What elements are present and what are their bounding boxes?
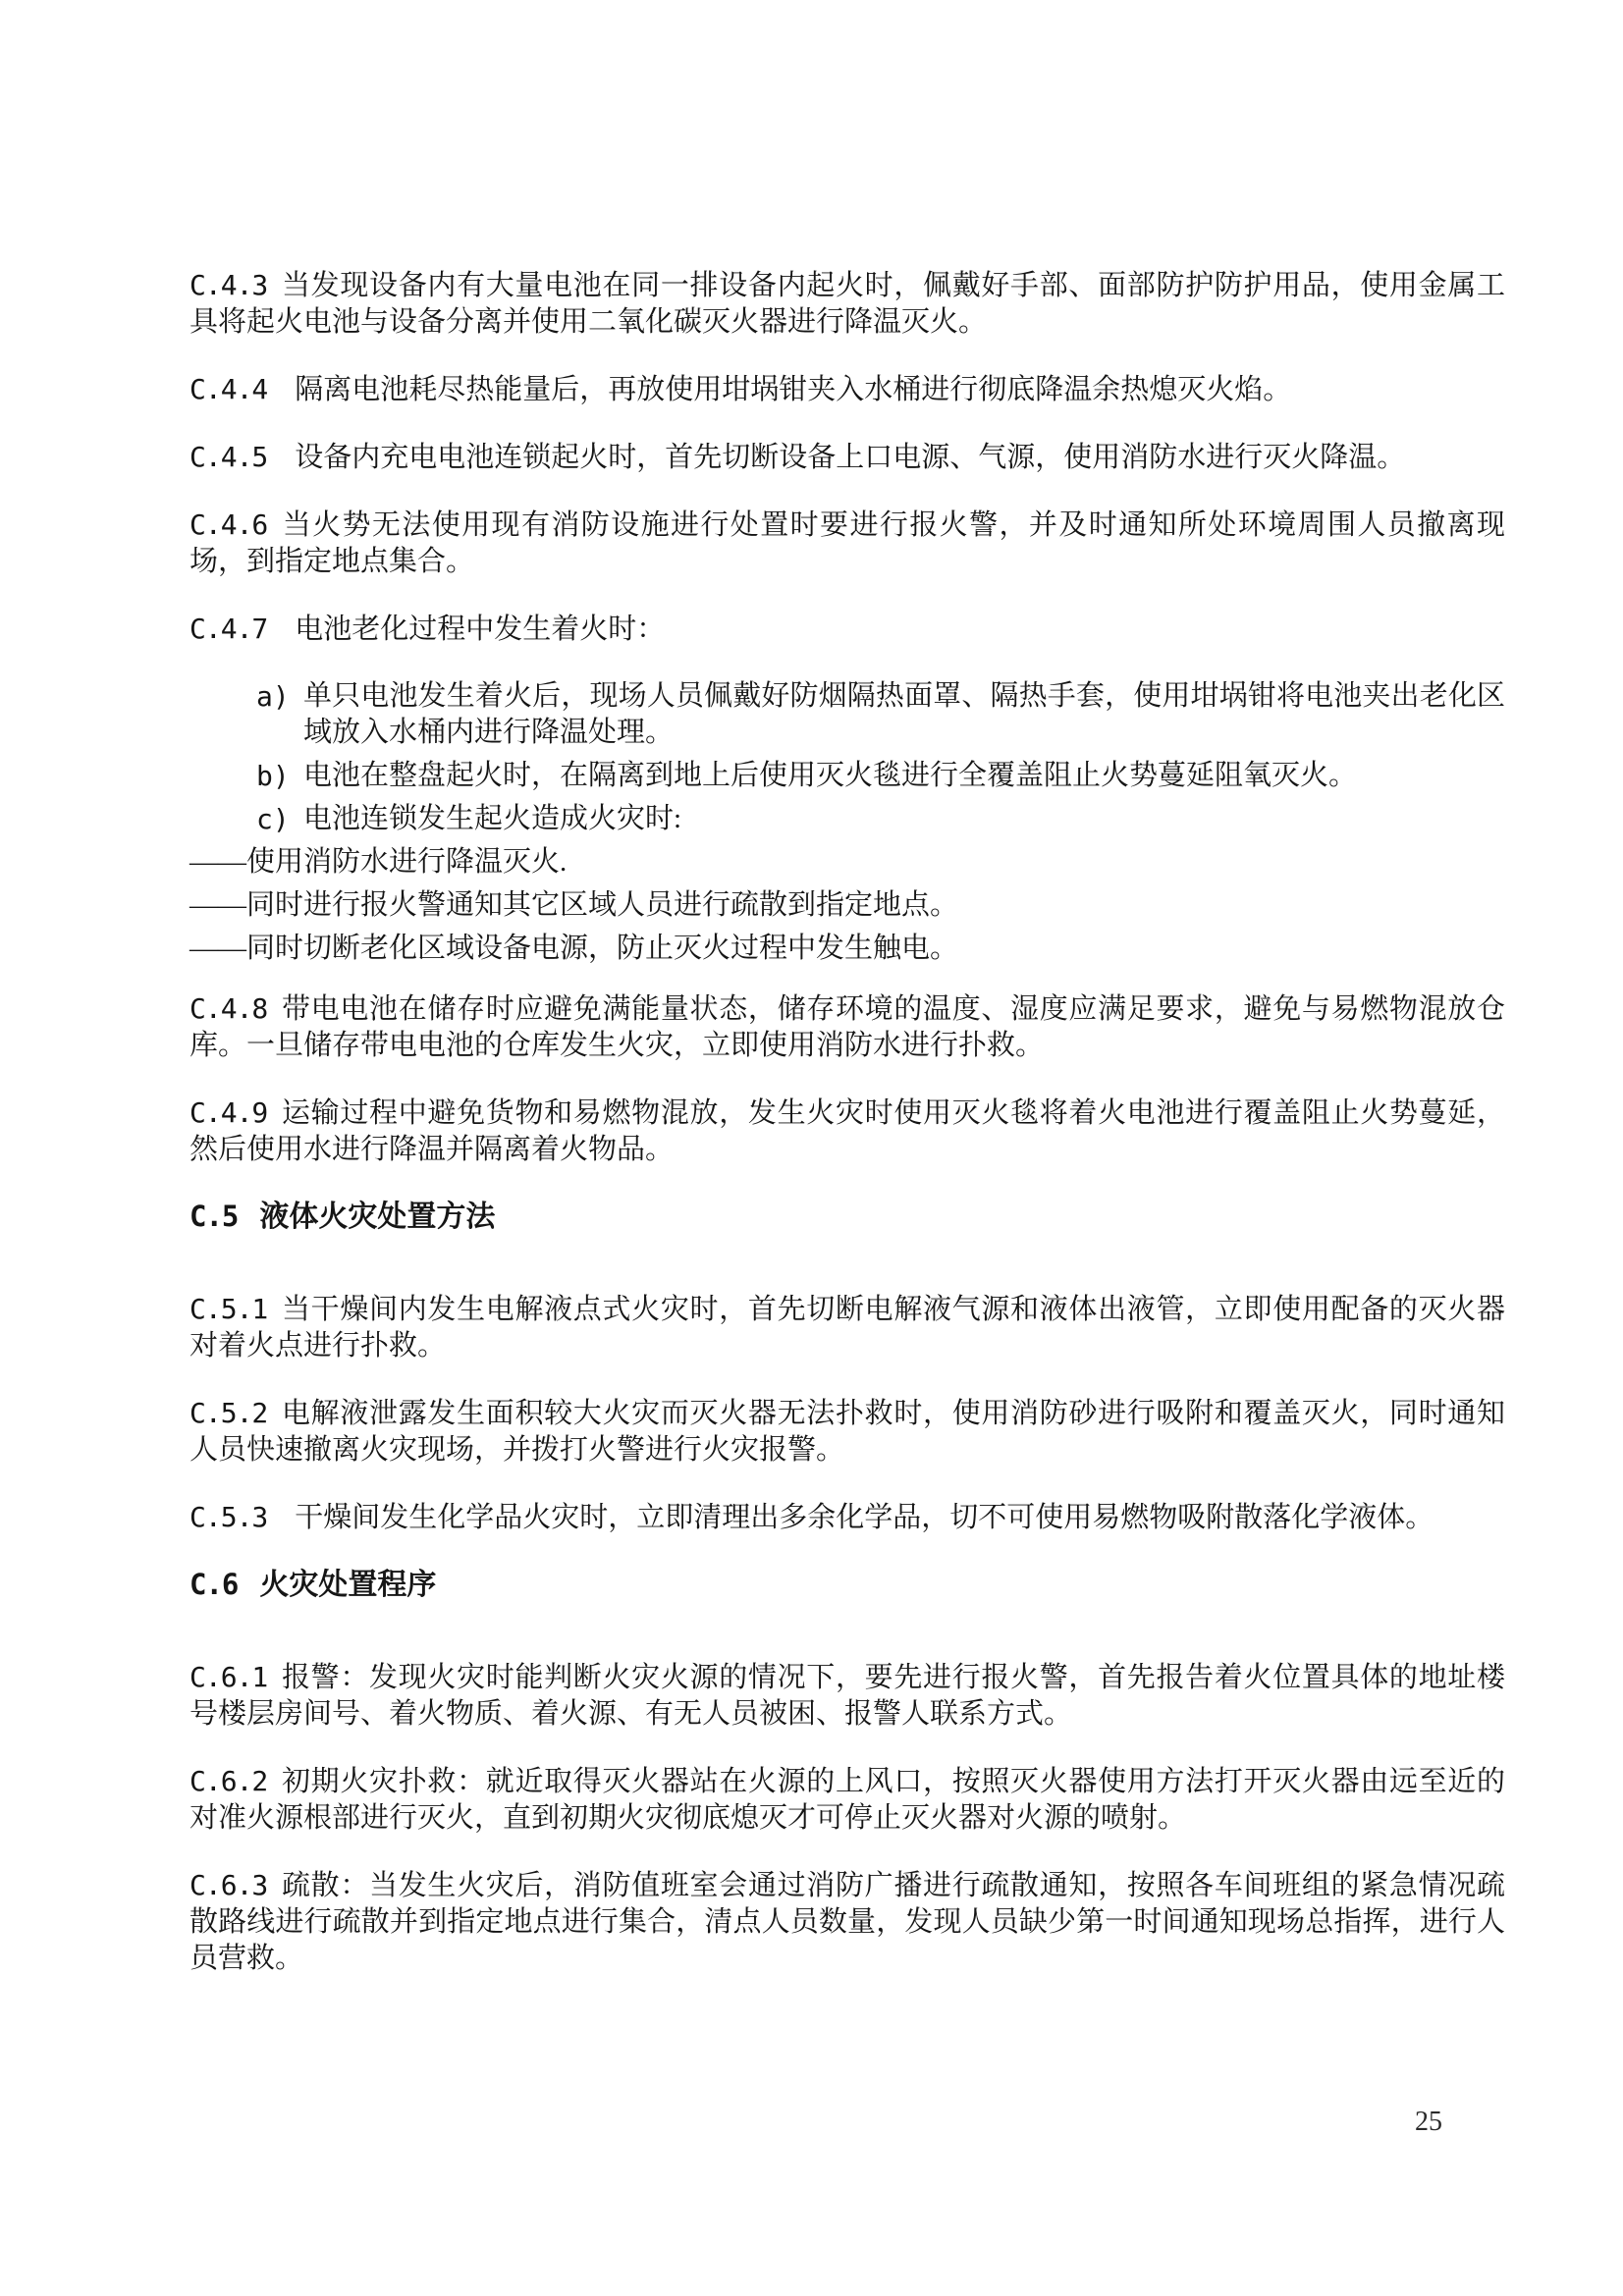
list-item-marker: c) <box>256 803 290 835</box>
clause-number: C.6.1 <box>189 1661 268 1693</box>
clause-c6-1 <box>189 1659 1505 1733</box>
document-body <box>189 267 1505 2007</box>
clause-number: C.5.2 <box>189 1397 268 1429</box>
heading-number: C.6 <box>189 1568 239 1601</box>
clause-c5-3 <box>189 1499 1505 1536</box>
clause-c4-5 <box>189 439 1505 476</box>
clause-text: 初期火灾扑救：就近取得灭火器站在火源的上风口，按照灭火器使用方法打开灭火器由远至近的对准火源根部进行灭火，直到初期火灾彻底熄灭才可停止灭火器对火源的喷射。 <box>189 1766 1505 1834</box>
dash-item: ——同时进行报火警通知其它区域人员进行疏散到指定地点。 <box>189 889 959 921</box>
clause-number: C.5.3 <box>189 1501 268 1533</box>
clause-text: 带电电池在储存时应避免满能量状态，储存环境的温度、湿度应满足要求，避免与易燃物混放仓库。一旦储存带电电池的仓库发生火灾，立即使用消防水进行扑救。 <box>189 993 1505 1061</box>
list-item-a <box>189 678 1505 751</box>
clause-number: C.5.1 <box>189 1293 268 1325</box>
clause-text: 电解液泄露发生面积较大火灾而灭火器无法扑救时，使用消防砂进行吸附和覆盖灭火，同时通知人员快速撤离火灾现场，并拨打火警进行火灾报警。 <box>189 1398 1505 1466</box>
clause-text: 报警：发现火灾时能判断火灾火源的情况下，要先进行报火警，首先报告着火位置具体的地址楼号楼层房间号、着火物质、着火源、有无人员被困、报警人联系方式。 <box>189 1662 1505 1730</box>
clause-c5-2 <box>189 1395 1505 1468</box>
clause-text: 设备内充电电池连锁起火时，首先切断设备上口电源、气源，使用消防水进行灭火降温。 <box>295 442 1406 473</box>
clause-number: C.4.8 <box>189 992 268 1025</box>
clause-text: 电池老化过程中发生着火时： <box>295 614 666 645</box>
clause-number: C.4.3 <box>189 269 268 301</box>
clause-c5-1 <box>189 1291 1505 1364</box>
list-item-marker: a) <box>256 680 290 713</box>
list-item-c <box>189 801 1505 837</box>
clause-c4-8 <box>189 990 1505 1064</box>
list-item-text: 电池连锁发生起火造成火灾时: <box>303 803 682 834</box>
clause-text: 疏散：当发生火灾后，消防值班室会通过消防广播进行疏散通知，按照各车间班组的紧急情况疏散路线进行疏散并到指定地点进行集合，清点人员数量，发现人员缺少第一时间通知现场总指挥，进行人员营救。 <box>189 1870 1505 1974</box>
dash-item: ——使用消防水进行降温灭火. <box>189 846 568 878</box>
list-item-text: 单只电池发生着火后，现场人员佩戴好防烟隔热面罩、隔热手套，使用坩埚钳将电池夹出老化区域放入水桶内进行降温处理。 <box>303 680 1505 748</box>
clause-c4-4 <box>189 371 1505 408</box>
list-item-text: 电池在整盘起火时，在隔离到地上后使用灭火毯进行全覆盖阻止火势蔓延阻氧灭火。 <box>303 760 1358 791</box>
clause-text: 当发现设备内有大量电池在同一排设备内起火时，佩戴好手部、面部防护防护用品，使用金属工具将起火电池与设备分离并使用二氧化碳灭火器进行降温灭火。 <box>189 270 1505 338</box>
clause-number: C.4.6 <box>189 508 268 541</box>
clause-number: C.6.2 <box>189 1765 268 1797</box>
page-number: 25 <box>1415 2107 1442 2137</box>
heading-number: C.5 <box>189 1200 239 1233</box>
clause-text: 隔离电池耗尽热能量后，再放使用坩埚钳夹入水桶进行彻底降温余热熄灭火焰。 <box>295 374 1292 405</box>
clause-c6-2 <box>189 1763 1505 1837</box>
list-item-b <box>189 758 1505 794</box>
clause-number: C.6.3 <box>189 1869 268 1901</box>
clause-c4-3 <box>189 267 1505 341</box>
clause-c6-3 <box>189 1867 1505 1977</box>
clause-number: C.4.5 <box>189 441 268 473</box>
clause-c4-7 <box>189 611 1505 648</box>
clause-text: 当干燥间内发生电解液点式火灾时，首先切断电解液气源和液体出液管，立即使用配备的灭火器对着火点进行扑救。 <box>189 1294 1505 1362</box>
heading-title: 液体火灾处置方法 <box>259 1201 496 1233</box>
clause-c4-9 <box>189 1095 1505 1168</box>
section-heading-c5 <box>189 1199 1505 1235</box>
dash-list <box>189 844 1505 967</box>
clause-number: C.4.9 <box>189 1096 268 1129</box>
dash-item: ——同时切断老化区域设备电源，防止灭火过程中发生触电。 <box>189 933 959 964</box>
section-heading-c6 <box>189 1567 1505 1603</box>
heading-title: 火灾处置程序 <box>259 1569 437 1601</box>
clause-text: 运输过程中避免货物和易燃物混放，发生火灾时使用灭火毯将着火电池进行覆盖阻止火势蔓延，然后使用水进行降温并隔离着火物品。 <box>189 1097 1505 1165</box>
clause-c4-7-list <box>189 678 1505 967</box>
list-item-marker: b) <box>256 760 290 792</box>
clause-text: 干燥间发生化学品火灾时，立即清理出多余化学品，切不可使用易燃物吸附散落化学液体。 <box>295 1502 1434 1533</box>
clause-number: C.4.7 <box>189 613 268 645</box>
clause-text: 当火势无法使用现有消防设施进行处置时要进行报火警，并及时通知所处环境周围人员撤离现场，到指定地点集合。 <box>189 509 1505 577</box>
clause-c4-6 <box>189 507 1505 580</box>
clause-number: C.4.4 <box>189 373 268 405</box>
